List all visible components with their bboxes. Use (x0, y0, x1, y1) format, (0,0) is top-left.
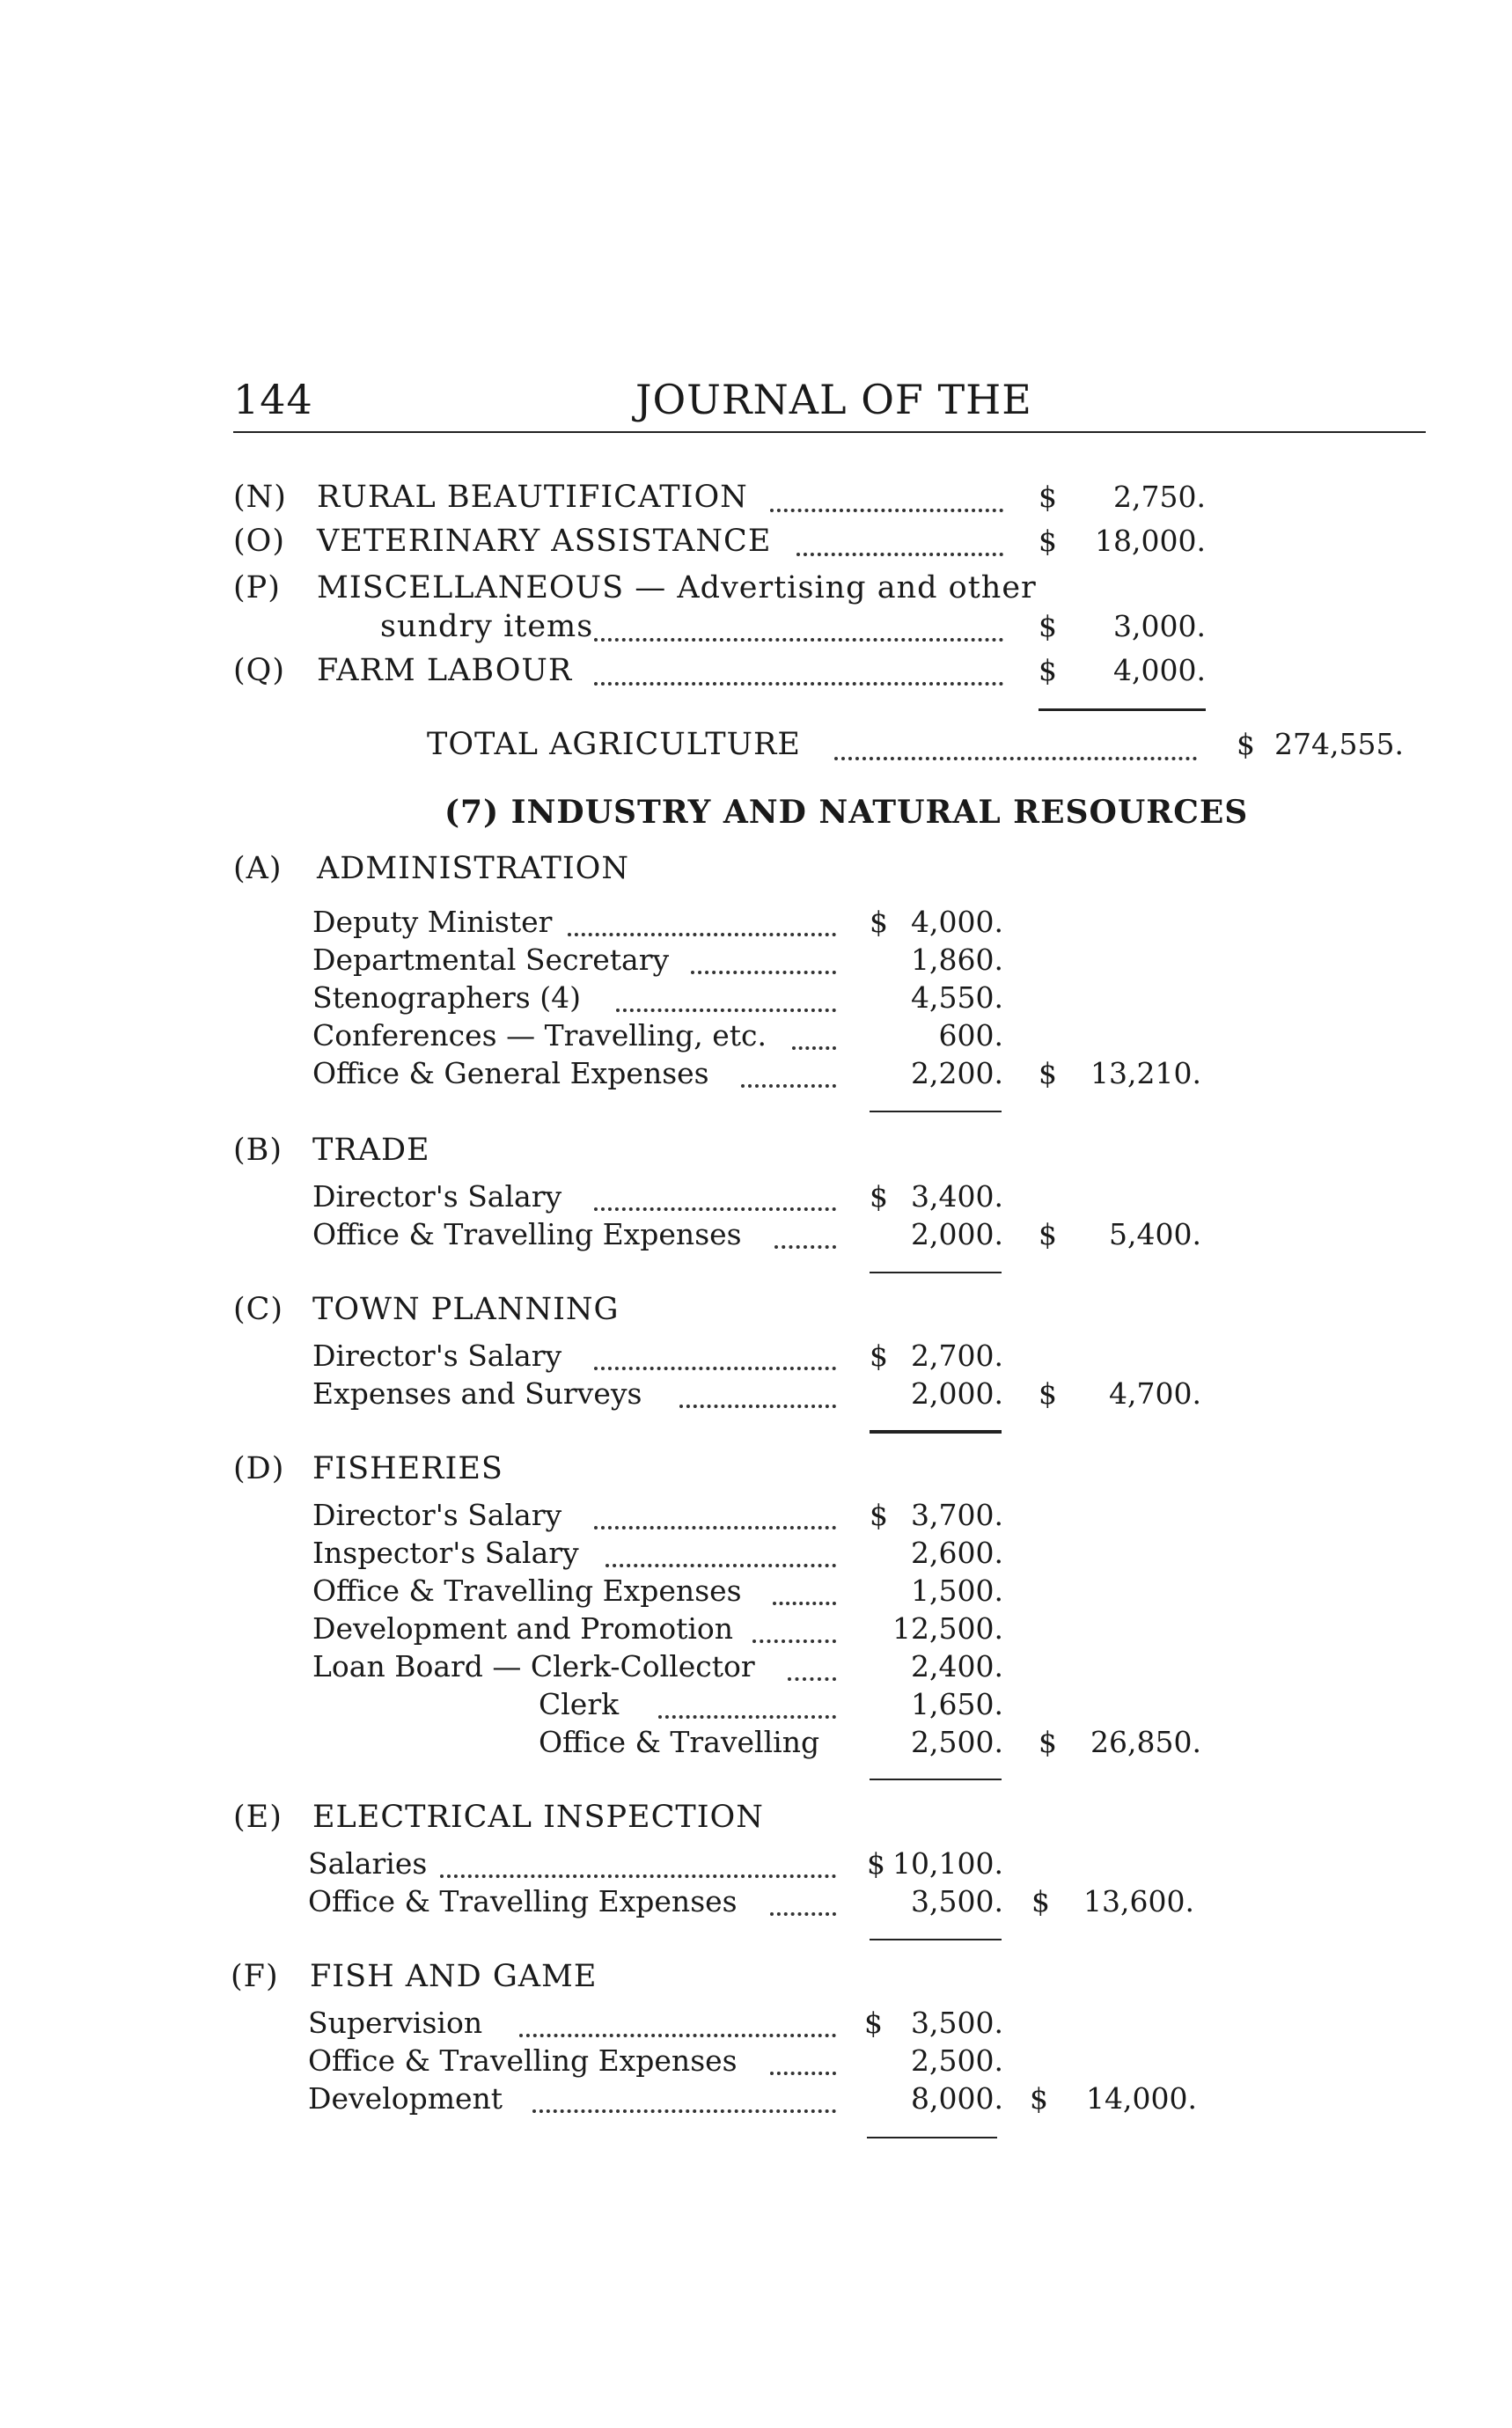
dollar-sign: $ (870, 905, 888, 939)
dollar-sign: $ (1237, 727, 1255, 761)
line-item-amount: 3,400. (911, 1179, 1003, 1214)
dollar-sign: $ (1039, 1056, 1057, 1090)
leader-dots (519, 2034, 836, 2037)
group-code: (A) (233, 851, 283, 886)
line-item-amount: 2,000. (911, 1217, 1003, 1251)
line-item-label: Development and Promotion (312, 1611, 734, 1646)
subtotal-rule (1039, 708, 1206, 711)
item-code: (Q) (233, 653, 286, 688)
leader-dots (741, 1084, 836, 1088)
line-item-amount: 10,100. (892, 1846, 1003, 1881)
leader-dots (616, 1009, 836, 1012)
line-item-amount: 1,650. (911, 1687, 1003, 1721)
dollar-sign: $ (1039, 1725, 1057, 1759)
leader-dots (770, 1912, 836, 1916)
line-item-label: Salaries (308, 1846, 428, 1881)
leader-dots (440, 1874, 836, 1878)
total-label: TOTAL AGRICULTURE (427, 727, 801, 762)
dollar-sign: $ (1039, 480, 1057, 514)
group-total: 26,850. (1090, 1725, 1201, 1759)
subtotal-rule (870, 1939, 1002, 1940)
total-amount: 274,555. (1274, 727, 1404, 761)
group-total: 13,600. (1083, 1884, 1194, 1918)
leader-dots (834, 757, 1197, 760)
leader-dots (606, 1564, 836, 1567)
leader-dots (568, 933, 836, 936)
line-item-label: Director's Salary (312, 1498, 562, 1532)
group-total: 5,400. (1109, 1217, 1201, 1251)
group-title: FISHERIES (312, 1451, 503, 1486)
line-item-amount: 4,000. (911, 905, 1003, 939)
leader-dots (679, 1405, 836, 1408)
item-amount: 3,000. (1113, 609, 1206, 643)
line-item-amount: 3,500. (911, 2006, 1003, 2040)
group-title: FISH AND GAME (310, 1959, 598, 1994)
leader-dots (792, 1046, 836, 1050)
subtotal-rule (870, 1111, 1002, 1112)
leader-dots (773, 1602, 836, 1605)
line-item-label: Director's Salary (312, 1179, 562, 1214)
line-item-amount: 2,400. (911, 1649, 1003, 1683)
dollar-sign: $ (870, 1498, 888, 1532)
leader-dots (594, 638, 1003, 642)
line-item-amount: 3,500. (911, 1884, 1003, 1918)
leader-dots (774, 1245, 836, 1249)
item-code: (N) (233, 480, 287, 515)
line-item-label: Loan Board — Clerk-Collector (312, 1649, 755, 1683)
item-code: (O) (233, 524, 286, 559)
dollar-sign: $ (1039, 524, 1057, 558)
line-item-amount: 2,600. (911, 1536, 1003, 1570)
leader-dots (658, 1715, 836, 1719)
line-item-amount: 2,200. (911, 1056, 1003, 1090)
dollar-sign: $ (1039, 1376, 1057, 1411)
leader-dots (691, 971, 836, 974)
group-title: ADMINISTRATION (317, 851, 629, 886)
line-item-amount: 600. (938, 1018, 1003, 1053)
item-label: VETERINARY ASSISTANCE (317, 524, 772, 559)
dollar-sign: $ (867, 1846, 885, 1881)
group-title: TRADE (312, 1133, 430, 1168)
dollar-sign: $ (1030, 2081, 1048, 2116)
group-code: (F) (231, 1959, 279, 1994)
leader-dots (796, 553, 1003, 556)
item-code: (P) (233, 570, 281, 605)
line-item-label: Inspector's Salary (312, 1536, 579, 1570)
leader-dots (594, 682, 1003, 686)
leader-dots (770, 2072, 836, 2075)
line-item-label: Office & Travelling Expenses (308, 2043, 738, 2078)
line-item-label: Departmental Secretary (312, 943, 670, 977)
leader-dots (788, 1677, 836, 1681)
group-code: (B) (233, 1133, 283, 1168)
leader-dots (532, 2109, 836, 2113)
subtotal-rule (870, 1779, 1002, 1780)
line-item-label: Supervision (308, 2006, 483, 2040)
item-amount: 4,000. (1113, 653, 1206, 687)
header-rule (233, 431, 1426, 433)
line-item-label: Office & Travelling Expenses (308, 1884, 738, 1918)
page-title: JOURNAL OF THE (635, 376, 1032, 423)
line-item-amount: 2,500. (911, 2043, 1003, 2078)
dollar-sign: $ (1039, 609, 1057, 643)
line-item-amount: 4,550. (911, 980, 1003, 1015)
line-item-label: Office & Travelling Expenses (312, 1573, 742, 1608)
section-heading: (7) INDUSTRY AND NATURAL RESOURCES (444, 794, 1249, 831)
line-item-label: Director's Salary (312, 1339, 562, 1373)
line-item-amount: 3,700. (911, 1498, 1003, 1532)
group-code: (C) (233, 1292, 284, 1327)
group-code: (E) (233, 1800, 283, 1835)
line-item-label: Clerk (539, 1687, 620, 1721)
line-item-amount: 8,000. (911, 2081, 1003, 2116)
dollar-sign: $ (864, 2006, 883, 2040)
item-label: FARM LABOUR (317, 653, 573, 688)
line-item-label: Office & General Expenses (312, 1056, 709, 1090)
line-item-amount: 2,000. (911, 1376, 1003, 1411)
item-label: MISCELLANEOUS — Advertising and other (317, 570, 1037, 605)
line-item-label: Deputy Minister (312, 905, 553, 939)
leader-dots (752, 1639, 836, 1643)
leader-dots (594, 1367, 836, 1370)
page-number: 144 (233, 376, 313, 423)
line-item-amount: 1,500. (911, 1573, 1003, 1608)
line-item-label: Office & Travelling (539, 1725, 820, 1759)
group-title: TOWN PLANNING (312, 1292, 620, 1327)
line-item-amount: 2,500. (911, 1725, 1003, 1759)
line-item-amount: 2,700. (911, 1339, 1003, 1373)
leader-dots (594, 1207, 836, 1211)
line-item-amount: 1,860. (911, 943, 1003, 977)
subtotal-rule (870, 1272, 1002, 1273)
item-amount: 18,000. (1095, 524, 1206, 558)
line-item-label: Expenses and Surveys (312, 1376, 642, 1411)
dollar-sign: $ (1039, 653, 1057, 687)
line-item-label: Conferences — Travelling, etc. (312, 1018, 767, 1053)
group-code: (D) (233, 1451, 285, 1486)
group-title: ELECTRICAL INSPECTION (312, 1800, 764, 1835)
leader-dots (770, 509, 1003, 512)
group-total: 4,700. (1109, 1376, 1201, 1411)
dollar-sign: $ (870, 1179, 888, 1214)
subtotal-rule (867, 2137, 997, 2138)
item-label: RURAL BEAUTIFICATION (317, 480, 748, 515)
line-item-label: Development (308, 2081, 503, 2116)
line-item-label: Stenographers (4) (312, 980, 581, 1015)
dollar-sign: $ (870, 1339, 888, 1373)
item-amount: 2,750. (1113, 480, 1206, 514)
line-item-amount: 12,500. (892, 1611, 1003, 1646)
group-total: 13,210. (1090, 1056, 1201, 1090)
dollar-sign: $ (1039, 1217, 1057, 1251)
line-item-label: Office & Travelling Expenses (312, 1217, 742, 1251)
subtotal-rule (870, 1430, 1002, 1434)
item-label-continued: sundry items (380, 609, 594, 644)
group-total: 14,000. (1086, 2081, 1197, 2116)
dollar-sign: $ (1031, 1884, 1050, 1918)
leader-dots (594, 1526, 836, 1529)
